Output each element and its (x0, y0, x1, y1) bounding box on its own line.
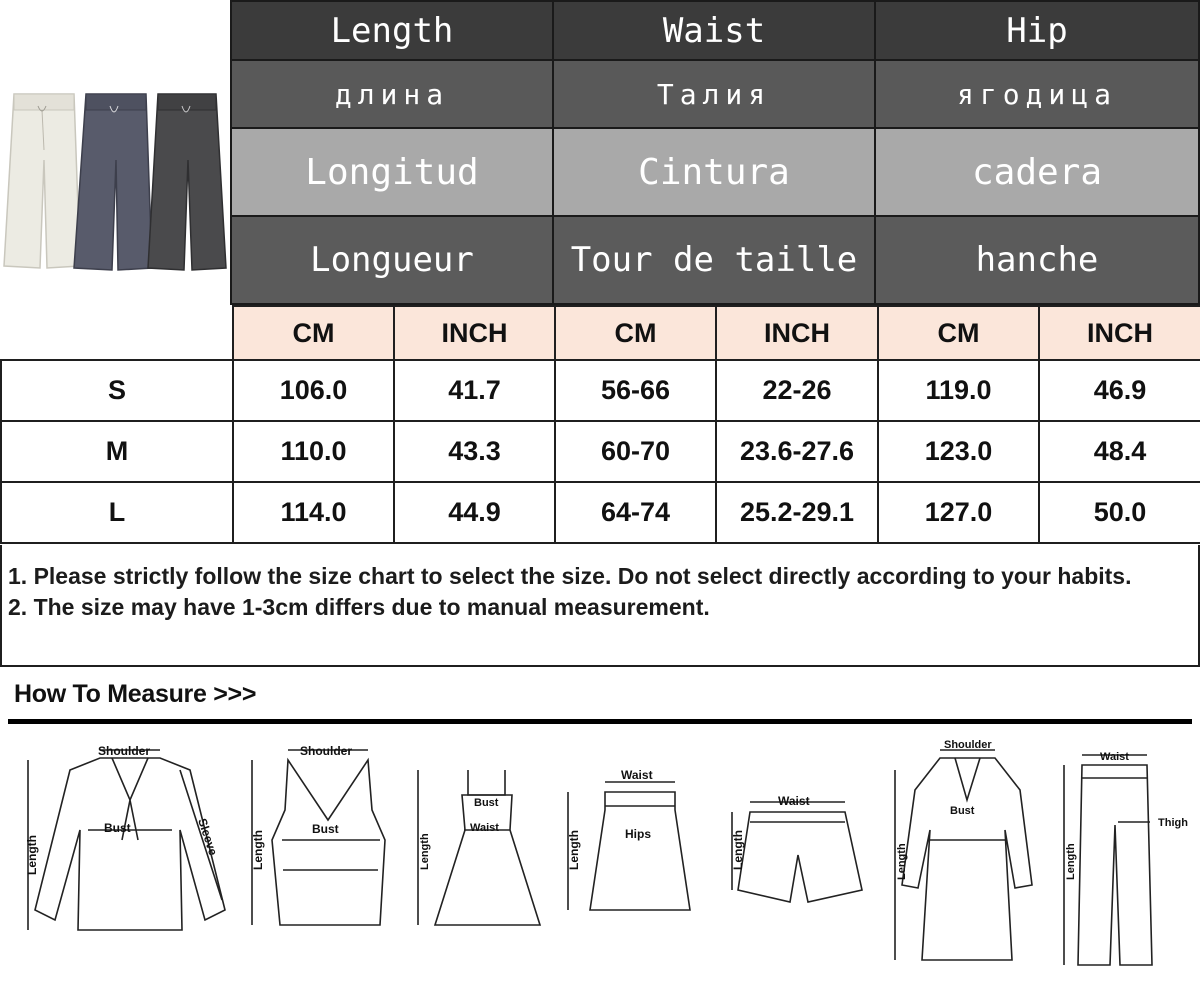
length-cm: 110.0 (233, 421, 394, 482)
dress-diagram (418, 770, 540, 925)
hips-label: Hips (625, 827, 652, 841)
table-row (1, 421, 1200, 482)
length-label: Length (567, 830, 581, 870)
hip-inch: 48.4 (1039, 421, 1200, 482)
size-label: M (1, 421, 233, 482)
section-divider (8, 719, 1192, 724)
size-label: L (1, 482, 233, 543)
header-length-es: Longitud (230, 127, 554, 217)
hip-inch: 46.9 (1039, 360, 1200, 421)
length-label: Length (251, 830, 265, 870)
trousers-diagram (1064, 751, 1188, 965)
waist-label: Waist (470, 822, 499, 834)
product-photo (0, 0, 230, 356)
waist-label: Waist (621, 768, 653, 782)
skirt-diagram (567, 768, 690, 910)
unit-hip-inch: INCH (1039, 306, 1200, 360)
waist-inch: 23.6-27.6 (716, 421, 878, 482)
shoulder-label: Shoulder (300, 744, 353, 758)
charcoal-pants (148, 94, 226, 270)
blouse-diagram (25, 744, 225, 930)
length-label: Length (896, 843, 908, 880)
length-cm: 106.0 (233, 360, 394, 421)
shorts-diagram (731, 794, 862, 902)
header-waist: Waist (552, 0, 876, 61)
length-label: Length (419, 833, 431, 870)
size-label: S (1, 360, 233, 421)
header-length-fr: Longueur (230, 215, 554, 305)
unit-hip-cm: CM (878, 306, 1039, 360)
length-label: Length (25, 835, 39, 875)
length-inch: 43.3 (394, 421, 555, 482)
shoulder-label: Shoulder (944, 739, 992, 751)
measurement-diagrams (0, 730, 1200, 988)
waist-inch: 22-26 (716, 360, 878, 421)
bust-label: Bust (312, 822, 339, 836)
unit-length-cm: CM (233, 306, 394, 360)
bust-label: Bust (950, 805, 975, 817)
hip-cm: 127.0 (878, 482, 1039, 543)
header-length: Length (230, 0, 554, 61)
length-label: Length (1065, 843, 1077, 880)
waist-cm: 60-70 (555, 421, 716, 482)
header-waist-fr: Tour de taille (552, 215, 876, 305)
length-inch: 41.7 (394, 360, 555, 421)
table-row (1, 482, 1200, 543)
hip-inch: 50.0 (1039, 482, 1200, 543)
waist-cm: 56-66 (555, 360, 716, 421)
waist-label: Waist (778, 794, 810, 808)
length-inch: 44.9 (394, 482, 555, 543)
size-chart-table (0, 305, 1200, 544)
bust-label: Bust (474, 797, 499, 809)
waist-inch: 25.2-29.1 (716, 482, 878, 543)
length-cm: 114.0 (233, 482, 394, 543)
diagrams-svg (0, 730, 1200, 988)
coat-diagram (895, 739, 1032, 960)
waist-label: Waist (1100, 751, 1129, 763)
pants-image (0, 0, 230, 356)
thigh-label: Thigh (1158, 817, 1188, 829)
hip-cm: 119.0 (878, 360, 1039, 421)
waist-cm: 64-74 (555, 482, 716, 543)
unit-length-inch: INCH (394, 306, 555, 360)
header-waist-ru: Талия (552, 59, 876, 129)
hip-cm: 123.0 (878, 421, 1039, 482)
table-row (1, 360, 1200, 421)
units-row (1, 306, 1200, 360)
units-blank-cell (1, 306, 233, 360)
sleeve-label: Sleeve (195, 816, 221, 858)
blue-grey-pants (74, 94, 152, 270)
how-to-measure-title: How To Measure >>> (14, 680, 257, 708)
length-label: Length (731, 830, 745, 870)
unit-waist-inch: INCH (716, 306, 878, 360)
size-notes (0, 545, 1200, 667)
vest-diagram (251, 744, 385, 925)
header-hip-ru: ягодица (874, 59, 1200, 129)
note-2: 2. The size may have 1-3cm differs due to manual measurement. (8, 594, 710, 620)
header-length-ru: длина (230, 59, 554, 129)
header-waist-es: Cintura (552, 127, 876, 217)
shoulder-label: Shoulder (98, 744, 151, 758)
bust-label: Bust (104, 821, 131, 835)
measurement-header-grid (230, 0, 1200, 305)
unit-waist-cm: CM (555, 306, 716, 360)
header-hip-fr: hanche (874, 215, 1200, 305)
note-1: 1. Please strictly follow the size chart to select the size. Do not select directly according to your habits. (8, 563, 1132, 589)
header-hip-es: cadera (874, 127, 1200, 217)
header-hip: Hip (874, 0, 1200, 61)
cream-pants (4, 94, 80, 268)
